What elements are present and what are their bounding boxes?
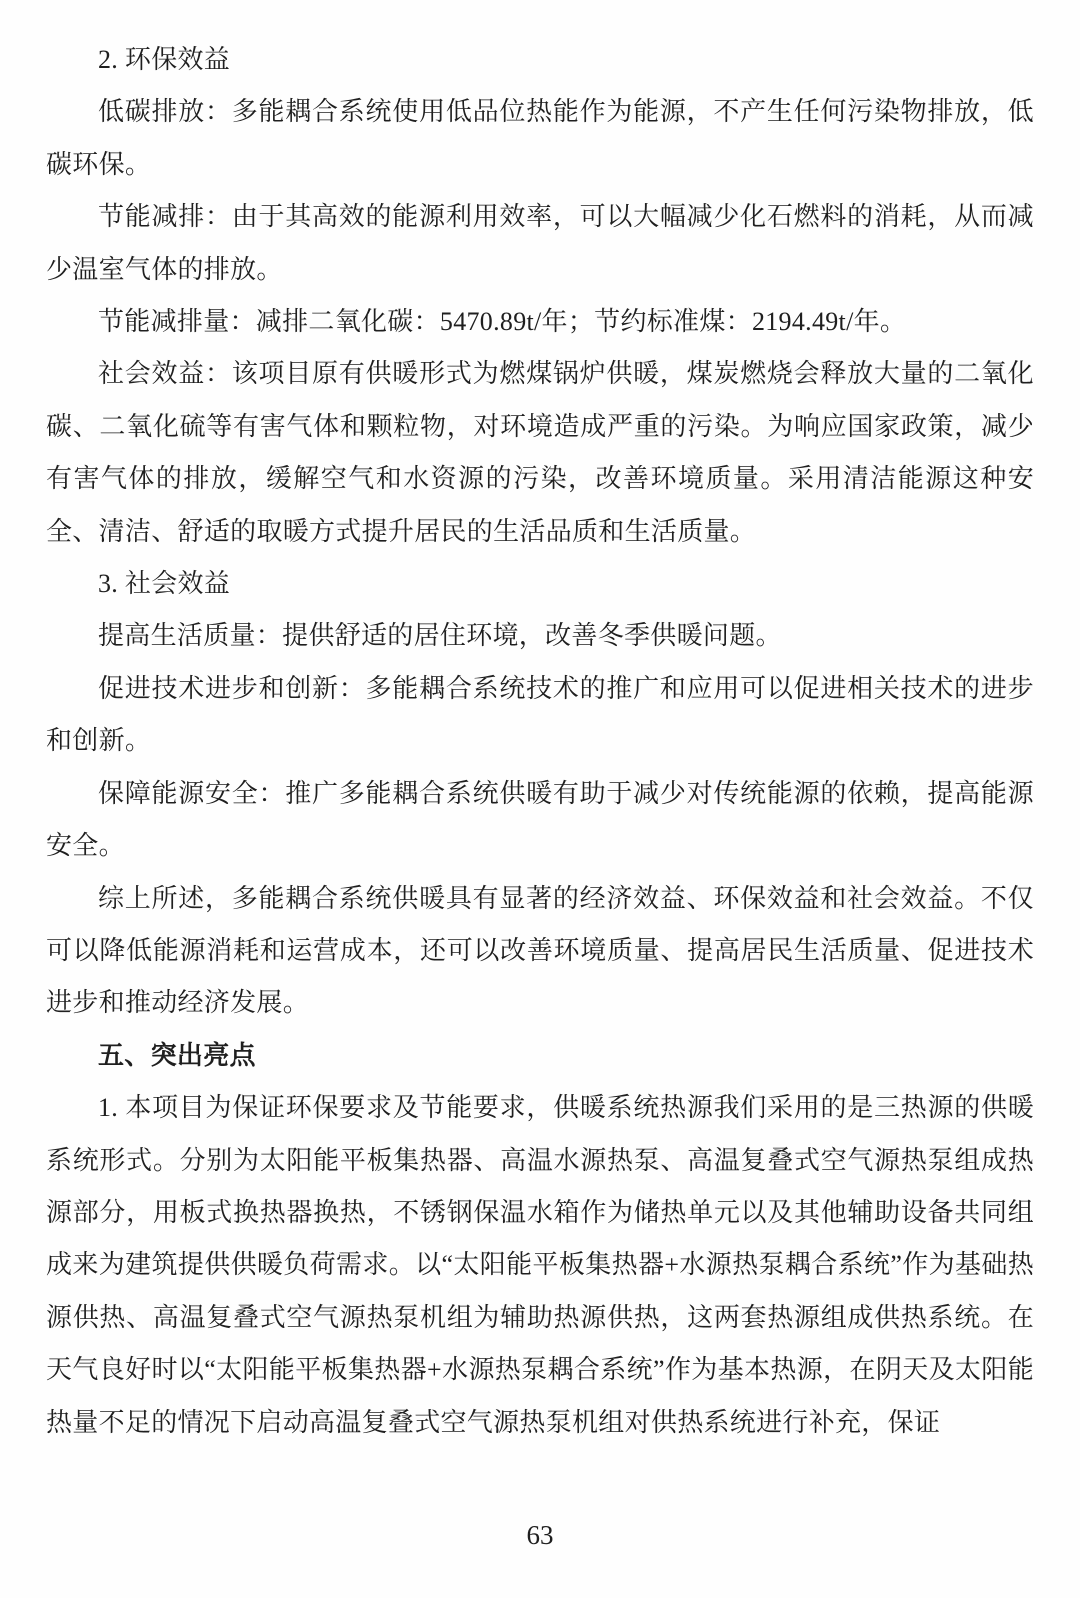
subheading-social-benefits: 3. 社会效益 xyxy=(98,569,231,599)
paragraph-social-benefit-detail: 社会效益：该项目原有供暖形式为燃煤锅炉供暖，煤炭燃烧会释放大量的二氧化碳、二氧化硫等有害气体和颗粒物，对环境造成严重的污染。为响应国家政策，减少有害气体的排放，缓解空气和水资源的污染，改善环境质量。采用清洁能源这种安全、清洁、舒适的取暖方式提升居民的生活品质和生活质量。 xyxy=(46,359,1034,546)
subheading-environmental-benefits: 2. 环保效益 xyxy=(98,45,231,74)
paragraph-technology-innovation: 促进技术进步和创新：多能耦合系统技术的推广和应用可以促进相关技术的进步和创新。 xyxy=(46,673,1034,756)
paragraph-energy-saving: 节能减排：由于其高效的能源利用效率，可以大幅减少化石燃料的消耗，从而减少温室气体的排放。 xyxy=(46,202,1034,284)
paragraph-emission-reduction-figures: 节能减排量：减排二氧化碳：5470.89t/年；节约标准煤：2194.49t/年。 xyxy=(98,307,907,337)
paragraph-energy-security: 保障能源安全：推广多能耦合系统供暖有助于减少对传统能源的依赖，提高能源安全。 xyxy=(46,778,1034,861)
page-number: 63 xyxy=(526,1520,554,1550)
paragraph-quality-of-life: 提高生活质量：提供舒适的居住环境，改善冬季供暖问题。 xyxy=(98,621,782,651)
paragraph-highlight-1: 1. 本项目为保证环保要求及节能要求，供暖系统热源我们采用的是三热源的供暖系统形式。分别为太阳能平板集热器、高温水源热泵、高温复叠式空气源热泵组成热源部分，用板式换热器换热，不锈钢保温水箱作为储热单元以及其他辅助设备共同组成来为建筑提供供暖负荷需求。以“太阳能平板集热器+水源热泵耦合系统”作为基础热源供热、高温复叠式空气源热泵机组为辅助热源供热，这两套热源组成供热系统。在天气良好时以“太阳能平板集热器+水源热泵耦合系统”作为基本热源，在阴天及太阳能热量不足的情况下启动高温复叠式空气源热泵机组对供热系统进行补充，保证 xyxy=(46,1093,1034,1437)
document-body xyxy=(46,34,1034,1449)
paragraph-low-carbon: 低碳排放：多能耦合系统使用低品位热能作为能源，不产生任何污染物排放，低碳环保。 xyxy=(46,97,1034,179)
paragraph-summary: 综上所述，多能耦合系统供暖具有显著的经济效益、环保效益和社会效益。不仅可以降低能源消耗和运营成本，还可以改善环境质量、提高居民生活质量、促进技术进步和推动经济发展。 xyxy=(46,883,1034,1018)
section-heading-highlights: 五、突出亮点 xyxy=(98,1040,256,1070)
page-footer xyxy=(0,1520,1080,1551)
